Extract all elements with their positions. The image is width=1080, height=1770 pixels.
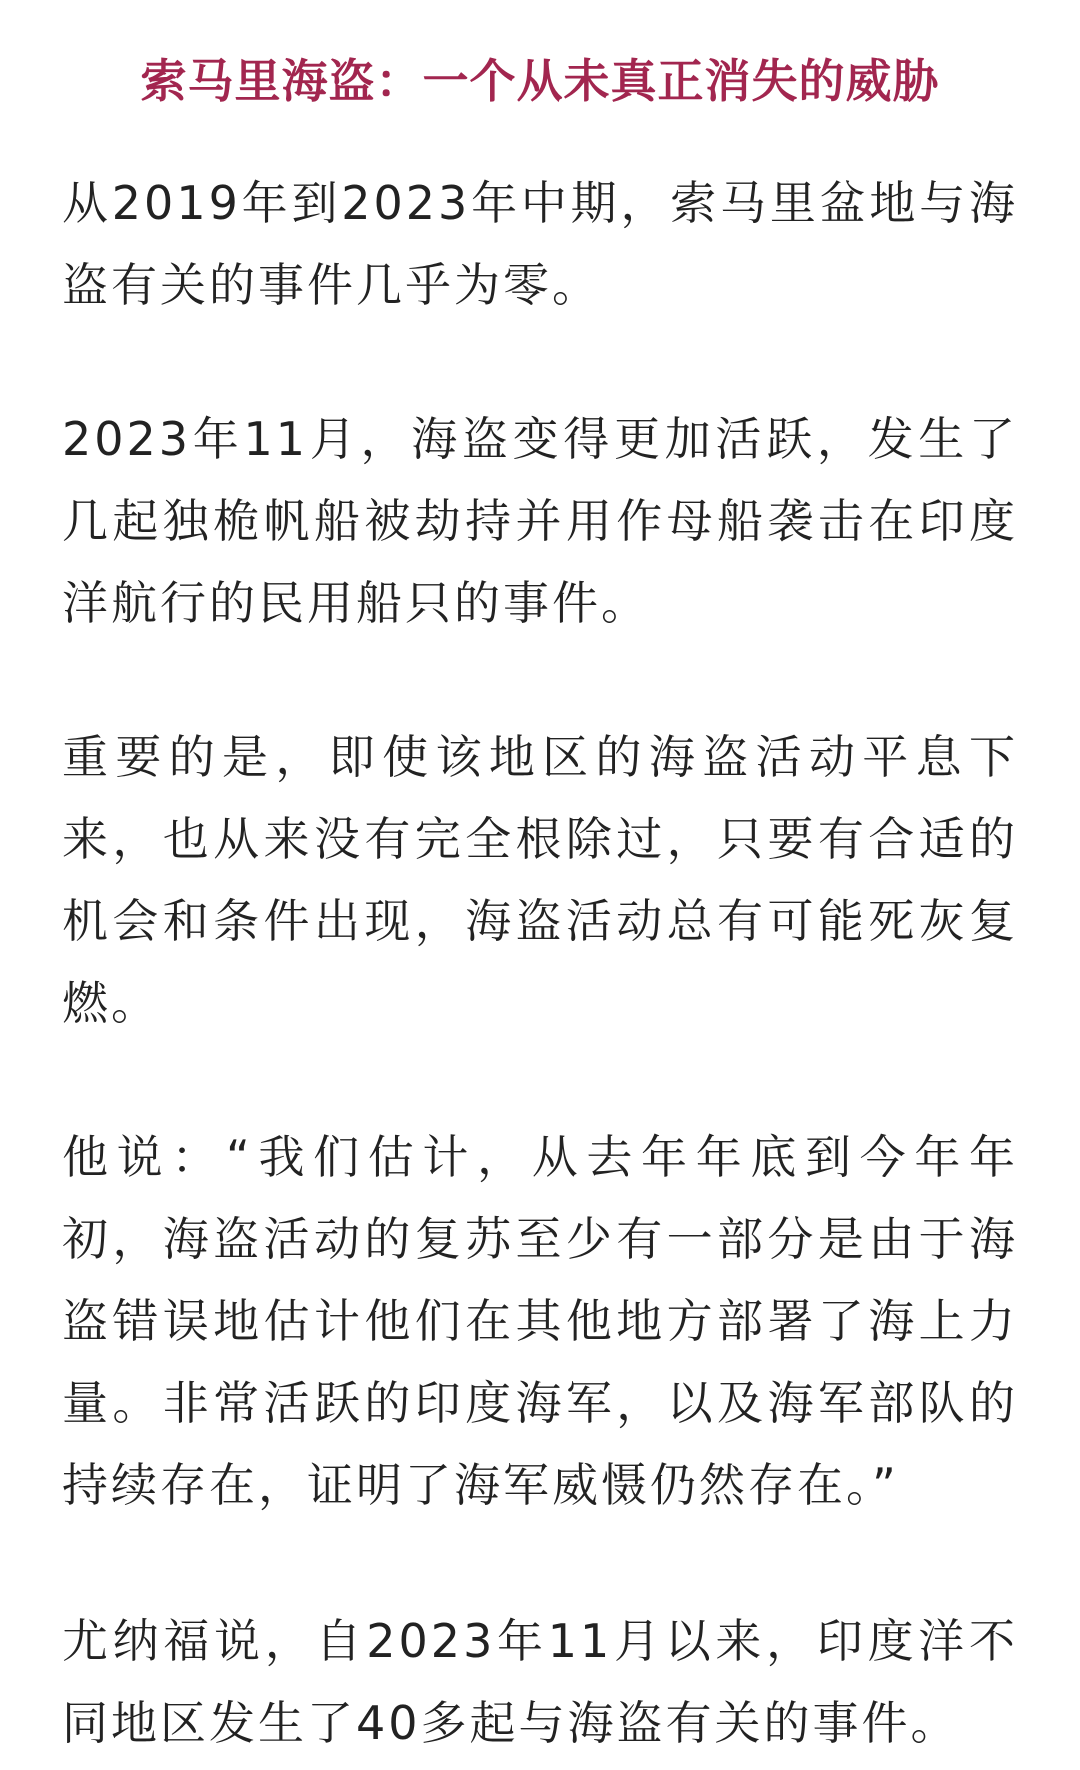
article-paragraph: 重要的是，即使该地区的海盗活动平息下来，也从来没有完全根除过，只要有合适的机会和条件出现，海盗活动总有可能死灰复燃。 — [62, 730, 1018, 1030]
article-paragraph: 他说：“我们估计，从去年年底到今年年初，海盗活动的复苏至少有一部分是由于海盗错误地估计他们在其他地方部署了海上力量。非常活跃的印度海军，以及海军部队的持续存在，证明了海军威慑仍然存在。” — [62, 1130, 1018, 1512]
article-title: 索马里海盗：一个从未真正消失的威胁 — [140, 53, 940, 108]
article-paragraph: 尤纳福说，自2023年11月以来，印度洋不同地区发生了40多起与海盗有关的事件。 — [62, 1614, 1018, 1750]
article-paragraph: 从2019年到2023年中期，索马里盆地与海盗有关的事件几乎为零。 — [62, 176, 1018, 312]
article-paragraph: 2023年11月，海盗变得更加活跃，发生了几起独桅帆船被劫持并用作母船袭击在印度洋航行的民用船只的事件。 — [62, 412, 1018, 630]
